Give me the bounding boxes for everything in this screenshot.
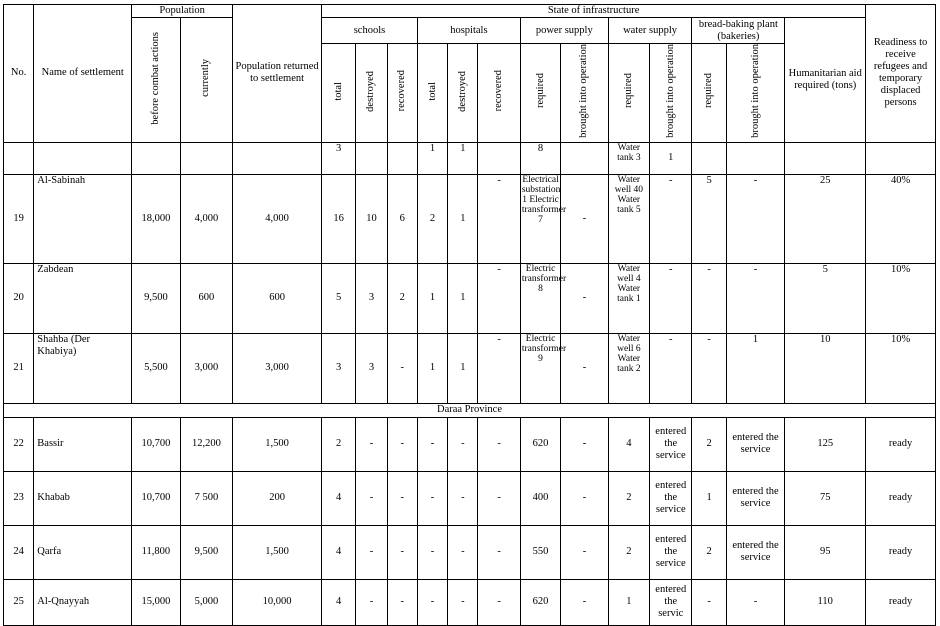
header-currently: currently <box>180 18 233 143</box>
header-bread-brought: brought into operation <box>726 44 785 143</box>
cell-school-total: 4 <box>322 579 356 625</box>
cell-school-total: 5 <box>322 263 356 333</box>
header-no: No. <box>4 5 34 143</box>
header-power-brought: brought into operation <box>561 44 608 143</box>
cell-hospital-recovered: - <box>478 471 520 525</box>
header-aid: Humanitarian aid required (tons) <box>785 18 866 143</box>
cell-hospital-total: - <box>417 471 447 525</box>
cell-no: 21 <box>4 333 34 403</box>
cell-bread-required: 1 <box>692 471 726 525</box>
cell-power-brought: - <box>561 417 608 471</box>
cell-currently: 5,000 <box>180 579 233 625</box>
cell-bread-brought: entered the service <box>726 417 785 471</box>
cell-bread-required: - <box>692 579 726 625</box>
cell-no: 19 <box>4 174 34 263</box>
cell-aid: 25 <box>785 174 866 263</box>
header-hospitals: hospitals <box>417 18 520 44</box>
cell-school-recovered: - <box>387 333 417 403</box>
cell-hospital-destroyed: - <box>448 525 478 579</box>
cell-water-required: Water well 4 Water tank 1 <box>608 263 649 333</box>
cell-power-brought: - <box>561 174 608 263</box>
cell-currently: 9,500 <box>180 525 233 579</box>
cell-bread-brought: - <box>726 579 785 625</box>
cell-returned: 4,000 <box>233 174 322 263</box>
header-hospital-total: total <box>417 44 447 143</box>
cell-name: Al-Sabinah <box>34 174 132 263</box>
cell-hospital-recovered: - <box>478 579 520 625</box>
cell-water-required: 2 <box>608 471 649 525</box>
cell-water-brought: - <box>650 263 692 333</box>
cell-school-recovered: - <box>387 579 417 625</box>
cell-aid: 75 <box>785 471 866 525</box>
cell-hospital-destroyed: - <box>448 417 478 471</box>
cell-aid: 125 <box>785 417 866 471</box>
cell-aid: 110 <box>785 579 866 625</box>
header-returned: Population returned to settlement <box>233 5 322 143</box>
cell-power-brought: - <box>561 525 608 579</box>
cell-bread-required: 2 <box>692 525 726 579</box>
cell-water-brought: entered the service <box>650 525 692 579</box>
cell-before: 11,800 <box>132 525 180 579</box>
table-row <box>4 417 936 471</box>
cell-aid: 95 <box>785 525 866 579</box>
cell-school-recovered: - <box>387 525 417 579</box>
header-school-recovered: recovered <box>387 44 417 143</box>
cell-school-total: 4 <box>322 525 356 579</box>
cell-returned: 1,500 <box>233 525 322 579</box>
header-water-brought: brought into operation <box>650 44 692 143</box>
cell-hospital-destroyed: 1 <box>448 142 478 174</box>
cell-name: Khabab <box>34 471 132 525</box>
table-row <box>4 142 936 174</box>
cell-hospital-recovered: - <box>478 417 520 471</box>
header-power-required: required <box>520 44 560 143</box>
cell-hospital-total: - <box>417 525 447 579</box>
cell-readiness: 40% <box>866 174 936 263</box>
cell-school-destroyed: - <box>356 417 387 471</box>
cell-returned: 10,000 <box>233 579 322 625</box>
cell-before: 9,500 <box>132 263 180 333</box>
table-row <box>4 333 936 403</box>
cell-power-required: 620 <box>520 579 560 625</box>
cell-school-recovered: 2 <box>387 263 417 333</box>
cell-hospital-destroyed: - <box>448 579 478 625</box>
header-water-required: required <box>608 44 649 143</box>
cell-name: Al-Qnayyah <box>34 579 132 625</box>
cell-bread-required: 2 <box>692 417 726 471</box>
cell-school-destroyed: 3 <box>356 333 387 403</box>
cell-before: 10,700 <box>132 471 180 525</box>
cell-readiness: ready <box>866 417 936 471</box>
cell-power-required: 400 <box>520 471 560 525</box>
cell-school-recovered: 6 <box>387 174 417 263</box>
cell-returned: 200 <box>233 471 322 525</box>
cell-name: Qarfa <box>34 525 132 579</box>
table-row <box>4 263 936 333</box>
header-hospital-recovered: recovered <box>478 44 520 143</box>
cell-name: Bassir <box>34 417 132 471</box>
cell-water-required: Water tank 3 <box>608 142 649 174</box>
cell-hospital-destroyed: - <box>448 471 478 525</box>
cell-returned: 600 <box>233 263 322 333</box>
cell-bread-brought: 1 <box>726 333 785 403</box>
header-power: power supply <box>520 18 608 44</box>
province-label: Daraa Province <box>4 403 936 417</box>
cell-readiness: 10% <box>866 333 936 403</box>
cell-hospital-recovered: - <box>478 333 520 403</box>
header-bread-required: required <box>692 44 726 143</box>
cell-water-required: Water well 6 Water tank 2 <box>608 333 649 403</box>
table-row <box>4 174 936 263</box>
cell-school-total: 16 <box>322 174 356 263</box>
cell-hospital-total: 2 <box>417 174 447 263</box>
cell-aid: 5 <box>785 263 866 333</box>
cell-power-required: Electric transformer 9 <box>520 333 560 403</box>
settlement-table <box>3 4 936 626</box>
cell-hospital-total: 1 <box>417 263 447 333</box>
cell-water-brought: entered the servic <box>650 579 692 625</box>
cell-currently: 3,000 <box>180 333 233 403</box>
header-population: Population <box>132 5 233 18</box>
cell-no: 23 <box>4 471 34 525</box>
cell-power-brought: - <box>561 471 608 525</box>
cell-before: 15,000 <box>132 579 180 625</box>
cell-hospital-recovered: - <box>478 525 520 579</box>
province-row <box>4 403 936 417</box>
cell-aid: 10 <box>785 333 866 403</box>
cell-water-required: 4 <box>608 417 649 471</box>
cell-bread-brought: - <box>726 174 785 263</box>
cell-power-required: 620 <box>520 417 560 471</box>
header-bread: bread-baking plant (bakeries) <box>692 18 785 44</box>
cell-school-total: 2 <box>322 417 356 471</box>
cell-no: 25 <box>4 579 34 625</box>
table-row <box>4 525 936 579</box>
cell-before: 18,000 <box>132 174 180 263</box>
cell-bread-required: - <box>692 333 726 403</box>
cell-hospital-total: 1 <box>417 142 447 174</box>
cell-power-required: 8 <box>520 142 560 174</box>
cell-currently: 12,200 <box>180 417 233 471</box>
header-readiness: Readiness to receive refugees and temporary displaced persons <box>866 5 936 143</box>
cell-name: Shahba (Der Khabiya) <box>34 333 132 403</box>
cell-hospital-destroyed: 1 <box>448 174 478 263</box>
cell-power-required: Electrical substation 1 Electric transformer 7 <box>520 174 560 263</box>
cell-readiness: ready <box>866 525 936 579</box>
cell-before: 5,500 <box>132 333 180 403</box>
cell-hospital-recovered: - <box>478 174 520 263</box>
cell-school-total: 3 <box>322 333 356 403</box>
cell-hospital-recovered: - <box>478 263 520 333</box>
cell-school-total: 3 <box>322 142 356 174</box>
cell-water-brought: entered the service <box>650 471 692 525</box>
table-row <box>4 579 936 625</box>
cell-bread-required: 5 <box>692 174 726 263</box>
cell-currently: 4,000 <box>180 174 233 263</box>
cell-water-brought: - <box>650 333 692 403</box>
cell-water-required: Water well 40 Water tank 5 <box>608 174 649 263</box>
cell-currently: 600 <box>180 263 233 333</box>
cell-returned: 3,000 <box>233 333 322 403</box>
header-infrastructure: State of infrastructure <box>322 5 866 18</box>
cell-school-recovered: - <box>387 471 417 525</box>
cell-no: 20 <box>4 263 34 333</box>
cell-no: 24 <box>4 525 34 579</box>
cell-hospital-destroyed: 1 <box>448 333 478 403</box>
cell-power-brought: - <box>561 333 608 403</box>
cell-water-brought: entered the service <box>650 417 692 471</box>
cell-currently: 7 500 <box>180 471 233 525</box>
cell-power-required: 550 <box>520 525 560 579</box>
cell-school-recovered: - <box>387 417 417 471</box>
header-water: water supply <box>608 18 692 44</box>
cell-school-destroyed: 3 <box>356 263 387 333</box>
cell-school-destroyed: - <box>356 579 387 625</box>
cell-readiness: 10% <box>866 263 936 333</box>
header-before: before combat actions <box>132 18 180 143</box>
cell-school-destroyed: 10 <box>356 174 387 263</box>
header-schools: schools <box>322 18 418 44</box>
header-name: Name of settlement <box>34 5 132 143</box>
cell-bread-brought: - <box>726 263 785 333</box>
cell-water-brought: - <box>650 174 692 263</box>
cell-water-brought: 1 <box>650 142 692 174</box>
cell-bread-brought: entered the service <box>726 525 785 579</box>
cell-no: 22 <box>4 417 34 471</box>
header-hospital-destroyed: destroyed <box>448 44 478 143</box>
cell-power-required: Electric transformer 8 <box>520 263 560 333</box>
cell-name: Zabdean <box>34 263 132 333</box>
cell-bread-brought: entered the service <box>726 471 785 525</box>
cell-bread-required: - <box>692 263 726 333</box>
header-school-destroyed: destroyed <box>356 44 387 143</box>
cell-water-required: 2 <box>608 525 649 579</box>
cell-readiness: ready <box>866 471 936 525</box>
cell-hospital-total: - <box>417 417 447 471</box>
cell-hospital-total: 1 <box>417 333 447 403</box>
cell-school-destroyed: - <box>356 525 387 579</box>
cell-hospital-total: - <box>417 579 447 625</box>
cell-readiness: ready <box>866 579 936 625</box>
cell-power-brought: - <box>561 263 608 333</box>
cell-school-total: 4 <box>322 471 356 525</box>
table-row <box>4 471 936 525</box>
cell-power-brought: - <box>561 579 608 625</box>
cell-hospital-destroyed: 1 <box>448 263 478 333</box>
cell-before: 10,700 <box>132 417 180 471</box>
header-school-total: total <box>322 44 356 143</box>
cell-water-required: 1 <box>608 579 649 625</box>
cell-returned: 1,500 <box>233 417 322 471</box>
cell-school-destroyed: - <box>356 471 387 525</box>
